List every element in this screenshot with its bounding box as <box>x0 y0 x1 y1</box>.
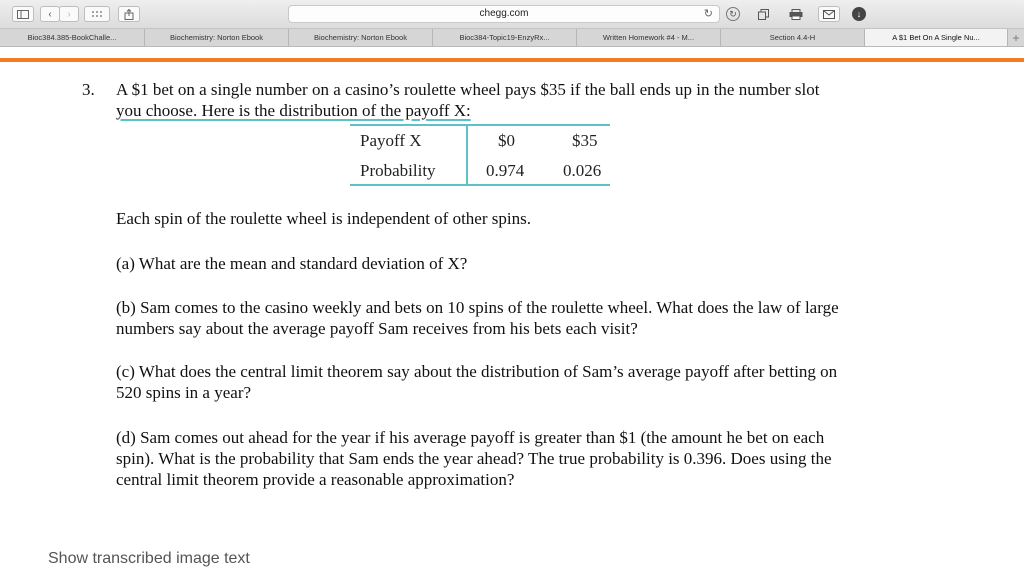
intro-line-2: you choose. Here is the distribution of the payoff X: <box>116 101 471 120</box>
chevron-right-icon: › <box>67 8 71 20</box>
table-bottom-rule <box>350 184 610 186</box>
address-text: chegg.com <box>479 8 529 19</box>
probability-label: Probability <box>360 161 436 180</box>
payoff-value-0: $0 <box>498 131 515 150</box>
part-d-line-3: central limit theorem provide a reasonable approximation? <box>116 470 515 489</box>
payoff-table <box>350 124 610 186</box>
table-divider <box>466 124 468 186</box>
intro-line-2-wrapper <box>116 101 916 121</box>
part-b-line-1: (b) Sam comes to the casino weekly and bets on 10 spins of the roulette wheel. What does the law of large <box>116 298 839 317</box>
show-transcribed-link[interactable]: Show transcribed image text <box>48 550 250 567</box>
clock-icon: ↻ <box>729 8 737 19</box>
new-tab-button[interactable]: + <box>1012 30 1020 45</box>
payoff-label: Payoff X <box>360 131 422 150</box>
tab-roulette-bet[interactable]: A $1 Bet On A Single Nu... <box>865 29 1008 46</box>
probability-value-1: 0.026 <box>563 161 602 180</box>
part-b-line-2: numbers say about the average payoff Sam receives from his bets each visit? <box>116 319 638 338</box>
table-top-rule <box>350 124 610 126</box>
payoff-value-1: $35 <box>572 131 598 150</box>
part-c-line-2: 520 spins in a year? <box>116 383 252 402</box>
part-a: (a) What are the mean and standard deviation of X? <box>116 254 468 273</box>
independence-text: Each spin of the roulette wheel is independent of other spins. <box>116 209 531 228</box>
tab-bookchallenge[interactable]: Bioc384.385-BookChalle... <box>0 29 145 46</box>
part-c-line-1: (c) What does the central limit theorem say about the distribution of Sam’s average payoff after betting on <box>116 362 838 381</box>
tab-norton-ebook-1[interactable]: Biochemistry: Norton Ebook <box>145 29 289 46</box>
download-icon: ↓ <box>856 9 862 19</box>
part-d-line-2: spin). What is the probability that Sam ends the year ahead? The true probability is 0.396. Does using the <box>116 449 832 468</box>
question-number: 3. <box>82 80 95 99</box>
tab-norton-ebook-2[interactable]: Biochemistry: Norton Ebook <box>289 29 433 46</box>
probability-value-0: 0.974 <box>486 161 525 180</box>
chevron-left-icon: ‹ <box>48 8 52 20</box>
tab-section-4-4[interactable]: Section 4.4-H <box>721 29 865 46</box>
tab-written-homework[interactable]: Written Homework #4 - M... <box>577 29 721 46</box>
intro-line-1: A $1 bet on a single number on a casino’s roulette wheel pays $35 if the ball ends up in the number slot <box>116 80 820 99</box>
tab-enzyrx[interactable]: Bioc384-Topic19-EnzyRx... <box>433 29 577 46</box>
part-d-line-1: (d) Sam comes out ahead for the year if his average payoff is greater than $1 (the amount he bet on each <box>116 428 825 447</box>
reload-icon[interactable]: ↻ <box>703 8 713 20</box>
